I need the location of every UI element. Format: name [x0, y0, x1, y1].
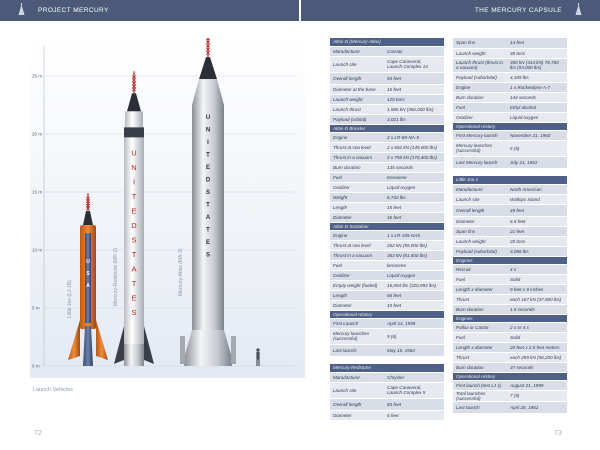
tail-section	[124, 344, 144, 366]
table-row	[453, 390, 567, 401]
spec-value: 1 x LR-105-NA5	[384, 230, 444, 240]
booster-letter: T	[206, 227, 210, 234]
table-row	[453, 304, 567, 314]
booster-letter: U	[131, 148, 137, 158]
section-title: Atlas-D Sustainer	[330, 222, 444, 230]
booster-letter: U	[205, 115, 211, 122]
booster-letter: S	[131, 235, 137, 245]
spec-label: Oxidizer	[330, 182, 384, 192]
spec-value: 1,586 kN (356,000 lbs)	[384, 104, 444, 114]
table-row	[330, 398, 444, 410]
table-section-header	[453, 122, 567, 130]
spec-value: 262 kN (59,000 lbs)	[384, 240, 444, 250]
spec-label: Payload (suborbital)	[453, 72, 507, 82]
table-row	[330, 114, 444, 124]
spec-value: 350 kN (414 kN) 78,700 lbs (93,000 lbs)	[507, 58, 567, 72]
spec-value: 6,742 lbs	[384, 192, 444, 202]
booster-skirt	[184, 330, 232, 366]
table-row	[453, 112, 567, 122]
section-title: Operational History	[330, 310, 444, 318]
table-row	[330, 182, 444, 192]
rocket-name-label: Mercury-Atlas (MA-3)	[178, 248, 184, 296]
spec-value: 20 tons	[507, 236, 567, 246]
booster-letter: T	[131, 278, 137, 288]
spec-label: Length	[330, 202, 384, 212]
spec-label: Oxidizer	[453, 112, 507, 122]
spec-value: 6 feet	[384, 410, 444, 420]
booster-letter: S	[205, 190, 211, 197]
spec-label: Launch thrust (thrust in a vacuum)	[453, 58, 507, 72]
spec-value: 16 feet	[384, 84, 444, 94]
table-row	[330, 72, 444, 84]
rocket-name-label: Little Joe (LJ-1B)	[67, 280, 73, 318]
spec-label: Manufacturer	[453, 184, 507, 194]
table-section-header	[453, 372, 567, 380]
specs-table-left	[330, 38, 444, 421]
spec-value: 9 feet x 9 inches	[507, 284, 567, 294]
spec-value: 37 seconds	[507, 362, 567, 372]
spec-value: 120 tons	[384, 94, 444, 104]
booster-letter: D	[131, 220, 137, 230]
table-section-header	[330, 310, 444, 318]
booster-letter: U	[86, 259, 90, 266]
capsule-icon	[571, 3, 586, 18]
section-title: Atlas-D Booster	[330, 124, 444, 132]
table-row	[453, 204, 567, 216]
spec-value: 15 feet	[384, 202, 444, 212]
spec-label: Mercury launches (successful)	[453, 140, 507, 156]
spec-value: 363 kN (81,600 lbs)	[384, 250, 444, 260]
booster-letter: T	[131, 191, 137, 201]
y-tick-label: 20 m	[32, 131, 43, 137]
specs-table-right	[453, 38, 567, 414]
spec-value: 3,086 lbs	[507, 246, 567, 256]
spec-label: Launch weight	[453, 236, 507, 246]
table-row	[453, 236, 567, 246]
table-section-header	[453, 314, 567, 322]
section-title: Operational History	[453, 122, 567, 130]
table-row	[453, 82, 567, 92]
spec-value: Solid	[507, 274, 567, 284]
side-pod-right	[231, 336, 236, 364]
table-row	[453, 184, 567, 194]
spec-label: Diameter	[330, 212, 384, 222]
booster-letter: S	[86, 271, 90, 278]
table-row	[453, 342, 567, 352]
spec-value: each 259 kN (58,200 lbs)	[507, 352, 567, 362]
table-row	[453, 58, 567, 72]
spec-value: 10 feet	[384, 300, 444, 310]
table-row	[330, 84, 444, 94]
table-row	[330, 290, 444, 300]
spec-value: 94 feet	[384, 72, 444, 84]
spec-label: First Launch	[330, 318, 384, 328]
section-title: Atlas-D (Mercury-Atlas)	[330, 38, 444, 46]
table-section-header	[453, 256, 567, 264]
spec-label: Overall length	[330, 72, 384, 84]
figure-leg	[256, 360, 257, 366]
spec-label: Fuel	[453, 102, 507, 112]
spec-label: Fuel	[453, 274, 507, 284]
spec-value: Solid	[507, 332, 567, 342]
right-header-bar	[301, 0, 600, 21]
spec-value: 3,021 lbs	[384, 114, 444, 124]
booster-letter: S	[131, 307, 137, 317]
spec-value: April 28, 1961	[507, 401, 567, 413]
page-number-right: 73	[554, 430, 562, 437]
spec-value: August 21, 1959	[507, 380, 567, 390]
table-row	[330, 328, 444, 344]
table-row	[330, 382, 444, 398]
capsule-icon	[14, 3, 29, 18]
spec-label: Length x diameter	[453, 284, 507, 294]
spec-label: Empty weight (fueled)	[330, 280, 384, 290]
spec-value: North American	[507, 184, 567, 194]
table-row	[453, 226, 567, 236]
table-row	[330, 410, 444, 420]
booster-letter: N	[205, 127, 211, 134]
section-title: Engines	[453, 314, 567, 322]
spec-label: Span fins	[453, 226, 507, 236]
spec-label: Fuel	[330, 172, 384, 182]
spec-label: Burn duration	[330, 162, 384, 172]
booster-letter: D	[205, 177, 211, 184]
spec-label: Payload (suborbital)	[453, 246, 507, 256]
spec-label: Last launch	[330, 344, 384, 356]
booster-letter: A	[131, 264, 137, 274]
table-row	[453, 322, 567, 332]
left-header-title: PROJECT MERCURY	[38, 7, 109, 14]
table-row	[330, 192, 444, 202]
table-row	[330, 318, 444, 328]
table-row	[330, 46, 444, 56]
spec-label: Thrust	[453, 294, 507, 304]
spec-value: November 21, 1960	[507, 130, 567, 140]
spec-label: Pollux or Castor	[453, 322, 507, 332]
table-row	[453, 352, 567, 362]
spec-label: Diameter	[330, 410, 384, 420]
booster-letter: E	[205, 165, 211, 172]
table-row	[453, 401, 567, 413]
spec-value: Convair	[384, 46, 444, 56]
spec-label: Oxidizer	[330, 270, 384, 280]
y-tick-label: 5 m	[32, 305, 40, 311]
spec-value: 1.5 seconds	[507, 304, 567, 314]
spec-label: Length x diameter	[453, 342, 507, 352]
table-row	[453, 194, 567, 204]
table-row	[330, 202, 444, 212]
launch-vehicles-illustration	[30, 38, 305, 378]
spec-label: Diameter at the base	[330, 84, 384, 94]
spec-value: Cape Canaveral, Launch Complex 14	[384, 56, 444, 72]
spec-label: Recruit	[453, 264, 507, 274]
spec-value: Liquid oxygen	[384, 270, 444, 280]
table-row	[330, 260, 444, 270]
spec-label: Diameter	[330, 300, 384, 310]
table-spacer	[330, 356, 444, 364]
spec-label: Total launches (successful)	[453, 390, 507, 401]
table-row	[453, 246, 567, 256]
booster-stripe	[85, 233, 91, 323]
table-row	[453, 274, 567, 284]
table-row	[330, 372, 444, 382]
y-tick-label: 15 m	[32, 189, 43, 195]
spec-label: Last Mercury launch	[453, 156, 507, 168]
spec-value: 6.5 feet	[507, 216, 567, 226]
booster-letter: E	[131, 206, 137, 216]
spec-label: Engine	[330, 132, 384, 142]
spec-value: 83 feet	[384, 398, 444, 410]
table-section-header	[330, 222, 444, 230]
spec-value: 1 x Rocketdyne A-7	[507, 82, 567, 92]
table-section-header	[330, 364, 444, 372]
spec-label: Engine	[330, 230, 384, 240]
spec-label: Thrust at sea level	[330, 142, 384, 152]
spec-label: Overall length	[453, 204, 507, 216]
section-title: Little Joe 1	[453, 176, 567, 184]
table-row	[453, 48, 567, 58]
table-row	[453, 332, 567, 342]
section-title: Engines	[453, 256, 567, 264]
table-section-header	[330, 38, 444, 46]
booster-letter: E	[205, 240, 211, 247]
table-row	[453, 156, 567, 168]
spec-label: Launch site	[453, 194, 507, 204]
booster-band	[124, 127, 144, 137]
spec-label: Payload (orbital)	[330, 114, 384, 124]
spec-value: 135 seconds	[384, 162, 444, 172]
table-row	[330, 94, 444, 104]
spec-label: Span fins	[453, 38, 507, 48]
spec-value: Cape Canaveral, Launch Complex 5	[384, 382, 444, 398]
spec-value: Ethyl alcohol	[507, 102, 567, 112]
booster-letter: A	[86, 283, 90, 290]
table-row	[330, 132, 444, 142]
rocket-name-label: Mercury-Redstone (MR-2)	[113, 247, 119, 306]
spec-label: Launch site	[330, 382, 384, 398]
spec-label: Mercury launches (successful)	[330, 328, 384, 344]
spec-value: 20 feet x 2.5 feet meters	[507, 342, 567, 352]
spec-label: Thrust	[453, 352, 507, 362]
spec-label: Fuel	[453, 332, 507, 342]
section-title: Mercury-Redstone	[330, 364, 444, 372]
booster-letter: T	[206, 152, 210, 159]
spec-value: 30 tons	[507, 48, 567, 58]
spec-label: Launch site	[330, 56, 384, 72]
table-row	[453, 362, 567, 372]
table-row	[330, 270, 444, 280]
spec-label: Fuel	[330, 260, 384, 270]
spec-label: Thrust in a vacuum	[330, 250, 384, 260]
figure-leg	[258, 360, 259, 366]
page-number-left: 72	[34, 430, 42, 437]
spec-value: 66 feet	[384, 290, 444, 300]
spec-value: 7 (5)	[507, 390, 567, 401]
spec-value: Wallops Island	[507, 194, 567, 204]
table-row	[330, 152, 444, 162]
right-header-title: THE MERCURY CAPSULE	[474, 7, 562, 14]
spec-label: Thrust at sea level	[330, 240, 384, 250]
booster-letter: T	[206, 202, 210, 209]
spec-value: 14 feet	[507, 38, 567, 48]
table-row	[453, 140, 567, 156]
table-row	[330, 162, 444, 172]
left-header-bar	[0, 0, 299, 21]
y-tick-label: 0 m	[32, 363, 40, 369]
spec-value: May 15, 1963	[384, 344, 444, 356]
spec-value: April 14, 1959	[384, 318, 444, 328]
booster-letter: N	[131, 162, 137, 172]
spec-label: Overall length	[330, 398, 384, 410]
spec-value: 2 x 662 kN (149,000 lbs)	[384, 142, 444, 152]
spec-value: 6 (5)	[507, 140, 567, 156]
table-row	[453, 380, 567, 390]
table-row	[453, 284, 567, 294]
figure-head	[256, 348, 259, 351]
spec-label: Launch thrust	[330, 104, 384, 114]
table-row	[330, 212, 444, 222]
table-row	[453, 102, 567, 112]
table-row	[330, 230, 444, 240]
table-row	[453, 130, 567, 140]
side-pod-left	[180, 336, 185, 364]
table-row	[453, 92, 567, 102]
spec-label: Launch weight	[453, 48, 507, 58]
spec-value: 4 x	[507, 264, 567, 274]
spec-value: 49 feet	[507, 204, 567, 216]
spec-value: Liquid oxygen	[507, 112, 567, 122]
table-row	[330, 172, 444, 182]
booster-letter: S	[205, 252, 211, 259]
spec-value: Kerosene	[384, 172, 444, 182]
figure-body	[256, 352, 259, 360]
table-row	[330, 300, 444, 310]
spec-label: First Mercury launch	[453, 130, 507, 140]
spec-value: kerosene	[384, 260, 444, 270]
spec-value: July 21, 1961	[507, 156, 567, 168]
table-section-header	[453, 176, 567, 184]
spec-label: Manufacturer	[330, 372, 384, 382]
table-row	[330, 240, 444, 250]
spec-value: 4,109 lbs	[507, 72, 567, 82]
table-row	[453, 38, 567, 48]
booster-letter: A	[205, 215, 211, 222]
spec-label: Diameter	[453, 216, 507, 226]
table-row	[453, 72, 567, 82]
spec-label: Thrust in a vacuum	[330, 152, 384, 162]
table-spacer	[453, 168, 567, 176]
spec-value: 16 feet	[384, 212, 444, 222]
spec-label: Burn duration	[453, 304, 507, 314]
spec-value: 144 seconds	[507, 92, 567, 102]
booster-letter: T	[131, 249, 137, 259]
table-row	[453, 294, 567, 304]
table-row	[330, 280, 444, 290]
spec-label: Burn duration	[453, 362, 507, 372]
adapter	[125, 111, 143, 127]
spec-label: Weight	[330, 192, 384, 202]
table-row	[453, 216, 567, 226]
spec-value: 2 x LR-89-NA-5	[384, 132, 444, 142]
spec-value: 2 x 758 kN (170,400 lbs)	[384, 152, 444, 162]
chart-background	[30, 38, 305, 378]
spec-value: 9 (6)	[384, 328, 444, 344]
spec-label: Length	[330, 290, 384, 300]
spec-label: Engine	[453, 82, 507, 92]
booster-letter: I	[207, 140, 209, 147]
table-row	[453, 264, 567, 274]
spec-value: each 167 kN (37,500 lbs)	[507, 294, 567, 304]
chart-caption: Launch Vehicles	[33, 387, 74, 393]
table-row	[330, 56, 444, 72]
spec-value: 16,094 lbs (320,993 lbs)	[384, 280, 444, 290]
booster-letter: E	[131, 293, 137, 303]
spec-label: Launch weight	[330, 94, 384, 104]
spec-value: 2 x or 4 x	[507, 322, 567, 332]
spec-label: First launch (test LJ 1)	[453, 380, 507, 390]
spec-label: Last launch	[453, 401, 507, 413]
spec-value: Chrysler	[384, 372, 444, 382]
booster-letter: I	[132, 177, 136, 187]
table-row	[330, 142, 444, 152]
table-row	[330, 344, 444, 356]
table-row	[330, 104, 444, 114]
y-tick-label: 25 m	[32, 73, 43, 79]
spec-value: Liquid oxygen	[384, 182, 444, 192]
spec-label: Burn duration	[453, 92, 507, 102]
spec-label: Manufacturer	[330, 46, 384, 56]
section-title: Operational History	[453, 372, 567, 380]
y-tick-label: 10 m	[32, 247, 43, 253]
spec-value: 21 feet	[507, 226, 567, 236]
table-row	[330, 250, 444, 260]
table-section-header	[330, 124, 444, 132]
